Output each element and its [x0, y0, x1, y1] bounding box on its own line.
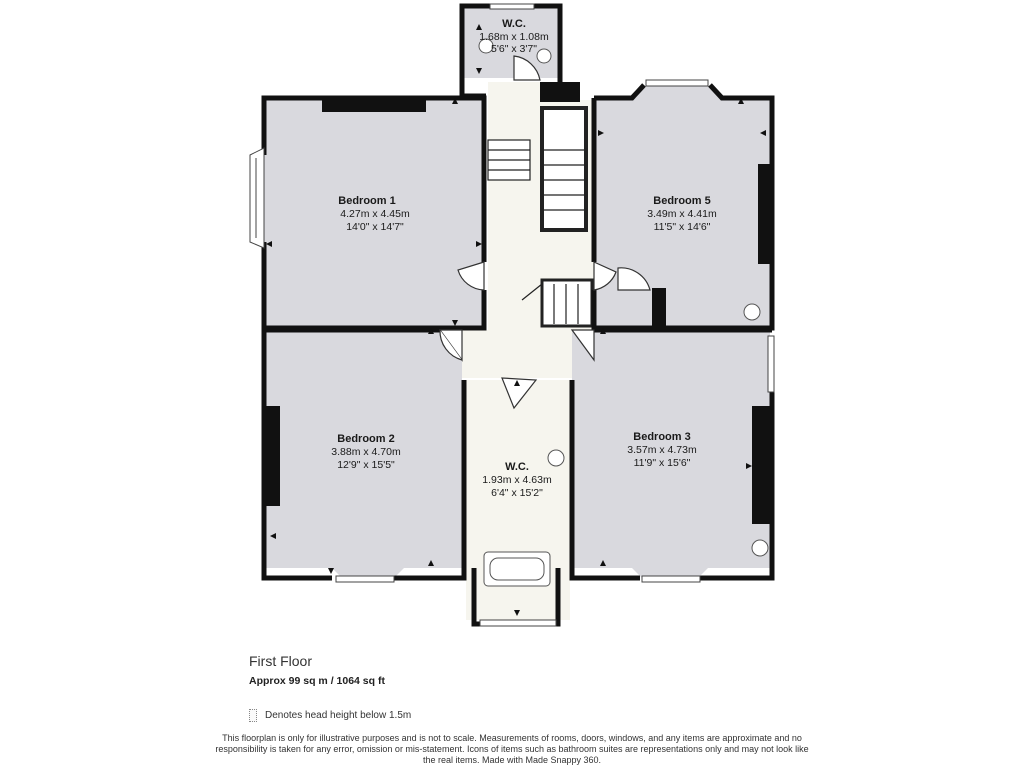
room-label-bedroom5	[647, 195, 717, 233]
room-size-imperial: 11'9" x 15'6"	[633, 457, 691, 469]
basin-icon	[744, 304, 760, 320]
room-name: W.C.	[502, 18, 526, 30]
floor-area: Approx 99 sq m / 1064 sq ft	[249, 675, 385, 687]
room-size-metric: 3.49m x 4.41m	[647, 208, 717, 220]
room-name: Bedroom 3	[633, 431, 691, 443]
room-name: Bedroom 5	[653, 195, 711, 207]
legend-text: Denotes head height below 1.5m	[265, 710, 412, 721]
legend	[249, 709, 411, 722]
room-name: Bedroom 2	[337, 433, 395, 445]
disclaimer: This floorplan is only for illustrative purposes and is not to scale. Measurements of rooms, doors, windows, and any items are approximate and no responsibility is taken for any error, omission or mis-statement. Icons of items such as bathroom suites are representations only and may not look like the real items. Made with Made Snappy 360.	[215, 733, 809, 765]
room-size-metric: 3.88m x 4.70m	[331, 446, 401, 458]
room-label-bedroom3	[627, 431, 697, 469]
basin-icon	[548, 450, 564, 466]
room-label-bedroom2	[331, 433, 401, 471]
room-size-metric: 4.27m x 4.45m	[340, 208, 410, 220]
room-size-metric: 1.93m x 4.63m	[482, 474, 552, 486]
floor-title: First Floor	[249, 653, 312, 669]
room-size-imperial: 11'5" x 14'6"	[653, 221, 711, 233]
basin-icon	[537, 49, 551, 63]
room-size-metric: 1.68m x 1.08m	[479, 31, 549, 43]
room-size-imperial: 6'4" x 15'2"	[491, 487, 543, 499]
room-name: Bedroom 1	[338, 195, 396, 207]
room-size-imperial: 14'0" x 14'7"	[346, 221, 404, 233]
room-size-imperial: 5'6" x 3'7"	[491, 43, 537, 55]
room-name: W.C.	[505, 461, 529, 473]
basin-icon	[752, 540, 768, 556]
room-size-imperial: 12'9" x 15'5"	[337, 459, 395, 471]
room-size-metric: 3.57m x 4.73m	[627, 444, 697, 456]
head-height-swatch-icon	[249, 709, 257, 722]
